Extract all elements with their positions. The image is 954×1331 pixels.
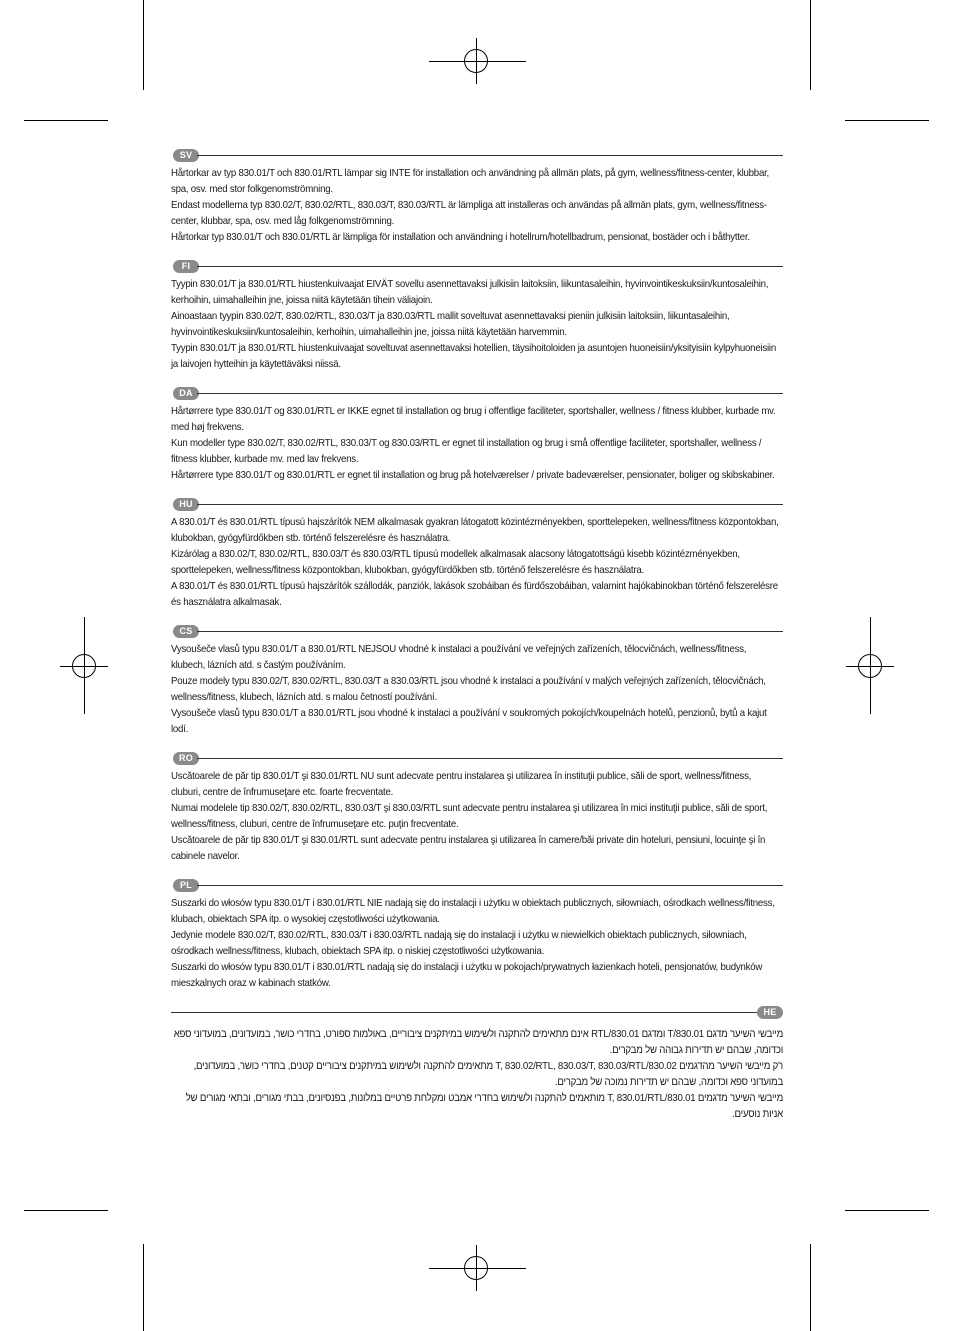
section-header (171, 1004, 783, 1022)
section-da (171, 385, 783, 483)
language-badge: CS (173, 625, 199, 638)
section-sv (171, 147, 783, 245)
section-header (171, 496, 783, 514)
paragraph: Uscătoarele de păr tip 830.01/T şi 830.01/RTL sunt adecvate pentru instalarea şi utilizarea în camere/băi private din hoteluri, pensiuni, locuinţe şi în cabinele navelor. (171, 834, 766, 862)
paragraph: מייבשי השיער מדגמים 830.01/T, 830.01/RTL מותאמים להתקנה ולשימוש בחדרי אמבט ומקלחת פרטיים במלונות, בפנסיונים, בבתי מגורים, ובתאי מגורים של אניות נוסעים. (185, 1092, 783, 1120)
paragraph: Suszarki do włosów typu 830.01/T i 830.01/RTL NIE nadają się do instalacji i użytku w obiektach publicznych, siłowniach, ośrodkach wellness/fitness, klubach, obiektach SPA itp. o wysokiej częstotliwości użytkowania. (171, 897, 775, 925)
crop-mark-left-bottom (24, 1210, 108, 1211)
paragraph: A 830.01/T és 830.01/RTL típusú hajszárítók NEM alkalmasak gyakran látogatott közintézményekben, sporttelepeken, wellness/fitness központokban, klubokban, gyógyfürdőkben stb. történő felszerelésre és használatra. (171, 516, 779, 544)
section-header (171, 750, 783, 768)
divider (197, 266, 783, 267)
paragraph: Hårtørrere type 830.01/T og 830.01/RTL er IKKE egnet til installation og brug i offentlige faciliteter, sportshaller, wellness / fitness klubber, kurbade mv. med høj frekvens. (171, 405, 776, 433)
section-ro (171, 750, 783, 864)
language-badge: RO (173, 752, 199, 765)
section-cs (171, 623, 783, 737)
section-header (171, 385, 783, 403)
paragraph: Tyypin 830.01/T ja 830.01/RTL hiustenkuivaajat EIVÄT sovellu asennettavaksi julkisiin laitoksiin, liikuntasaleihin, hyvinvointikeskuksiin/kuntosaleihin, kerhoihin, uimahalleihin jne, joissa niitä käytetään tihein väliajoin. (171, 278, 769, 306)
section-header (171, 147, 783, 165)
crop-mark-top-left (143, 0, 144, 90)
paragraph: Hårtorkar typ 830.01/T och 830.01/RTL är lämpliga för installation och användning i hotellrum/hotellbadrum, pensionat, bostäder och i båthytter. (171, 231, 750, 243)
language-badge: PL (173, 879, 199, 892)
section-hu (171, 496, 783, 610)
paragraph: Kun modeller type 830.02/T, 830.02/RTL, 830.03/T og 830.03/RTL er egnet til installation og brug i små offentlige faciliteter, sportshaller, wellness / fitness klubber, kurbade mv. med lav frekvens. (171, 437, 762, 465)
language-badge: DA (173, 387, 199, 400)
crop-mark-bottom-left (143, 1244, 144, 1331)
language-badge: SV (173, 149, 199, 162)
crop-mark-bottom-right (810, 1244, 811, 1331)
language-badge: HE (757, 1006, 783, 1019)
paragraph: Vysoušeče vlasů typu 830.01/T a 830.01/RTL NEJSOU vhodné k instalaci a používání ve veřejných zařízeních, tělocvičnách, wellness/fitness, klubech, lázních atd. s častým používáním. (171, 643, 747, 671)
paragraph: Pouze modely typu 830.02/T, 830.02/RTL, 830.03/T a 830.03/RTL jsou vhodné k instalaci a používání v malých veřejných zařízeních, tělocvičnách, wellness/fitness, klubech, lázních atd. s malou četností používání. (171, 675, 766, 703)
paragraph: Hårtorkar av typ 830.01/T och 830.01/RTL lämpar sig INTE för installation och användning på allmän plats, på gym, wellness/fitness-center, klubbar, spa, osv. med stor folkgenomströmning. (171, 167, 770, 195)
multilingual-notice (171, 147, 783, 1135)
paragraph: Kizárólag a 830.02/T, 830.02/RTL, 830.03/T és 830.03/RTL típusú modellek alkalmasak alacsony látogatottságú kisebb közintézményekben, sporttelepeken, wellness/fitness központokban, klubokban, gyógyfürdőkben stb. történő felszerelésre és használatra. (171, 548, 740, 576)
divider (197, 885, 783, 886)
crop-mark-left-top (24, 120, 108, 121)
divider (197, 393, 783, 394)
section-fi (171, 258, 783, 372)
divider (197, 631, 783, 632)
section-header (171, 623, 783, 641)
paragraph: Hårtørrere type 830.01/T og 830.01/RTL er egnet til installation og brug på hotelværelser / private badeværelser, pensionater, boliger og skibskabiner. (171, 469, 775, 481)
paragraph: Vysoušeče vlasů typu 830.01/T a 830.01/RTL jsou vhodné k instalaci a používání v soukromých pokojích/koupelnách hotelů, penzionů, bytů a kajut lodí. (171, 707, 767, 735)
paragraph: Ainoastaan tyypin 830.02/T, 830.02/RTL, 830.03/T ja 830.03/RTL mallit soveltuvat asennettavaksi pieniin julkisiin laitoksiin, liikuntasaleihin, hyvinvointikeskuksiin/kuntosaleihin, kerhoihin, uimahalleihin jne, joissa niitä käytetään harvemmin. (171, 310, 730, 338)
paragraph: Numai modelele tip 830.02/T, 830.02/RTL, 830.03/T şi 830.03/RTL sunt adecvate pentru instalarea şi utilizarea în mici instituţii publice, săli de sport, wellness/fitness, cluburi, centre de înfrumuseţare etc. puţin frecventate. (171, 802, 768, 830)
crop-mark-top-right (810, 0, 811, 90)
section-header (171, 877, 783, 895)
paragraph: Jedynie modele 830.02/T, 830.02/RTL, 830.03/T i 830.03/RTL nadają się do instalacji i użytku w niewielkich obiektach publicznych, siłowniach, ośrodkach wellness/fitness, klubach, obiektach SPA itp. o niskiej częstotliwości użytkowania. (171, 929, 747, 957)
paragraph: מייבשי השיער מדגם 830.01/T ומדגם 830.01/RTL אינם מתאימים להתקנה ולשימוש במיתקנים ציבוריים, באולמות ספורט, בחדרי כושר, במועדונים, במועדוני ספא וכדומה, שבהם יש תדירות גבוהה של מבקרים. (173, 1028, 783, 1056)
crop-mark-right-bottom (845, 1210, 929, 1211)
paragraph: רק מייבשי השיער מהדגמים 830.02/T, 830.02/RTL, 830.03/T, 830.03/RTL מתאימים להתקנה ולשימוש במיתקנים ציבוריים קטנים, בחדרי כושר, במועדונים, במועדוני ספא וכדומה, שבהם יש תדירות נמוכה של מבקרים. (193, 1060, 783, 1088)
section-he (171, 1004, 783, 1122)
paragraph: Tyypin 830.01/T ja 830.01/RTL hiustenkuivaajat soveltuvat asennettavaksi hotellien, täysihoitoloiden ja asuntojen huoneisiin/yksityisiin kylpyhuoneisiin ja laivojen hytteihin ja käytettäväksi niissä. (171, 342, 776, 370)
paragraph: Uscătoarele de păr tip 830.01/T şi 830.01/RTL NU sunt adecvate pentru instalarea şi utilizarea în instituţii publice, săli de sport, wellness/fitness, cluburi, centre de înfrumuseţare etc. foarte frecventate. (171, 770, 752, 798)
divider (171, 1012, 757, 1013)
language-badge: HU (173, 498, 199, 511)
section-pl (171, 877, 783, 991)
paragraph: Suszarki do włosów typu 830.01/T i 830.01/RTL nadają się do instalacji i użytku w pokojach/prywatnych łazienkach hoteli, pensjonatów, budynków mieszkalnych oraz w kabinach statków. (171, 961, 763, 989)
divider (197, 758, 783, 759)
divider (197, 504, 783, 505)
paragraph: Endast modellerna typ 830.02/T, 830.02/RTL, 830.03/T, 830.03/RTL är lämpliga att installeras och användas på allmän plats, gym, wellness/fitness-center, klubbar, spa, osv. med låg folkgenomströmning. (171, 199, 767, 227)
crop-mark-right-top (845, 120, 929, 121)
language-badge: FI (173, 260, 199, 273)
divider (197, 155, 783, 156)
section-header (171, 258, 783, 276)
paragraph: A 830.01/T és 830.01/RTL típusú hajszárítók szállodák, panziók, lakások szobáiban és fürdőszobáiban, valamint hajókabinokban történő felszerelésre és használatra alkalmasak. (171, 580, 778, 608)
